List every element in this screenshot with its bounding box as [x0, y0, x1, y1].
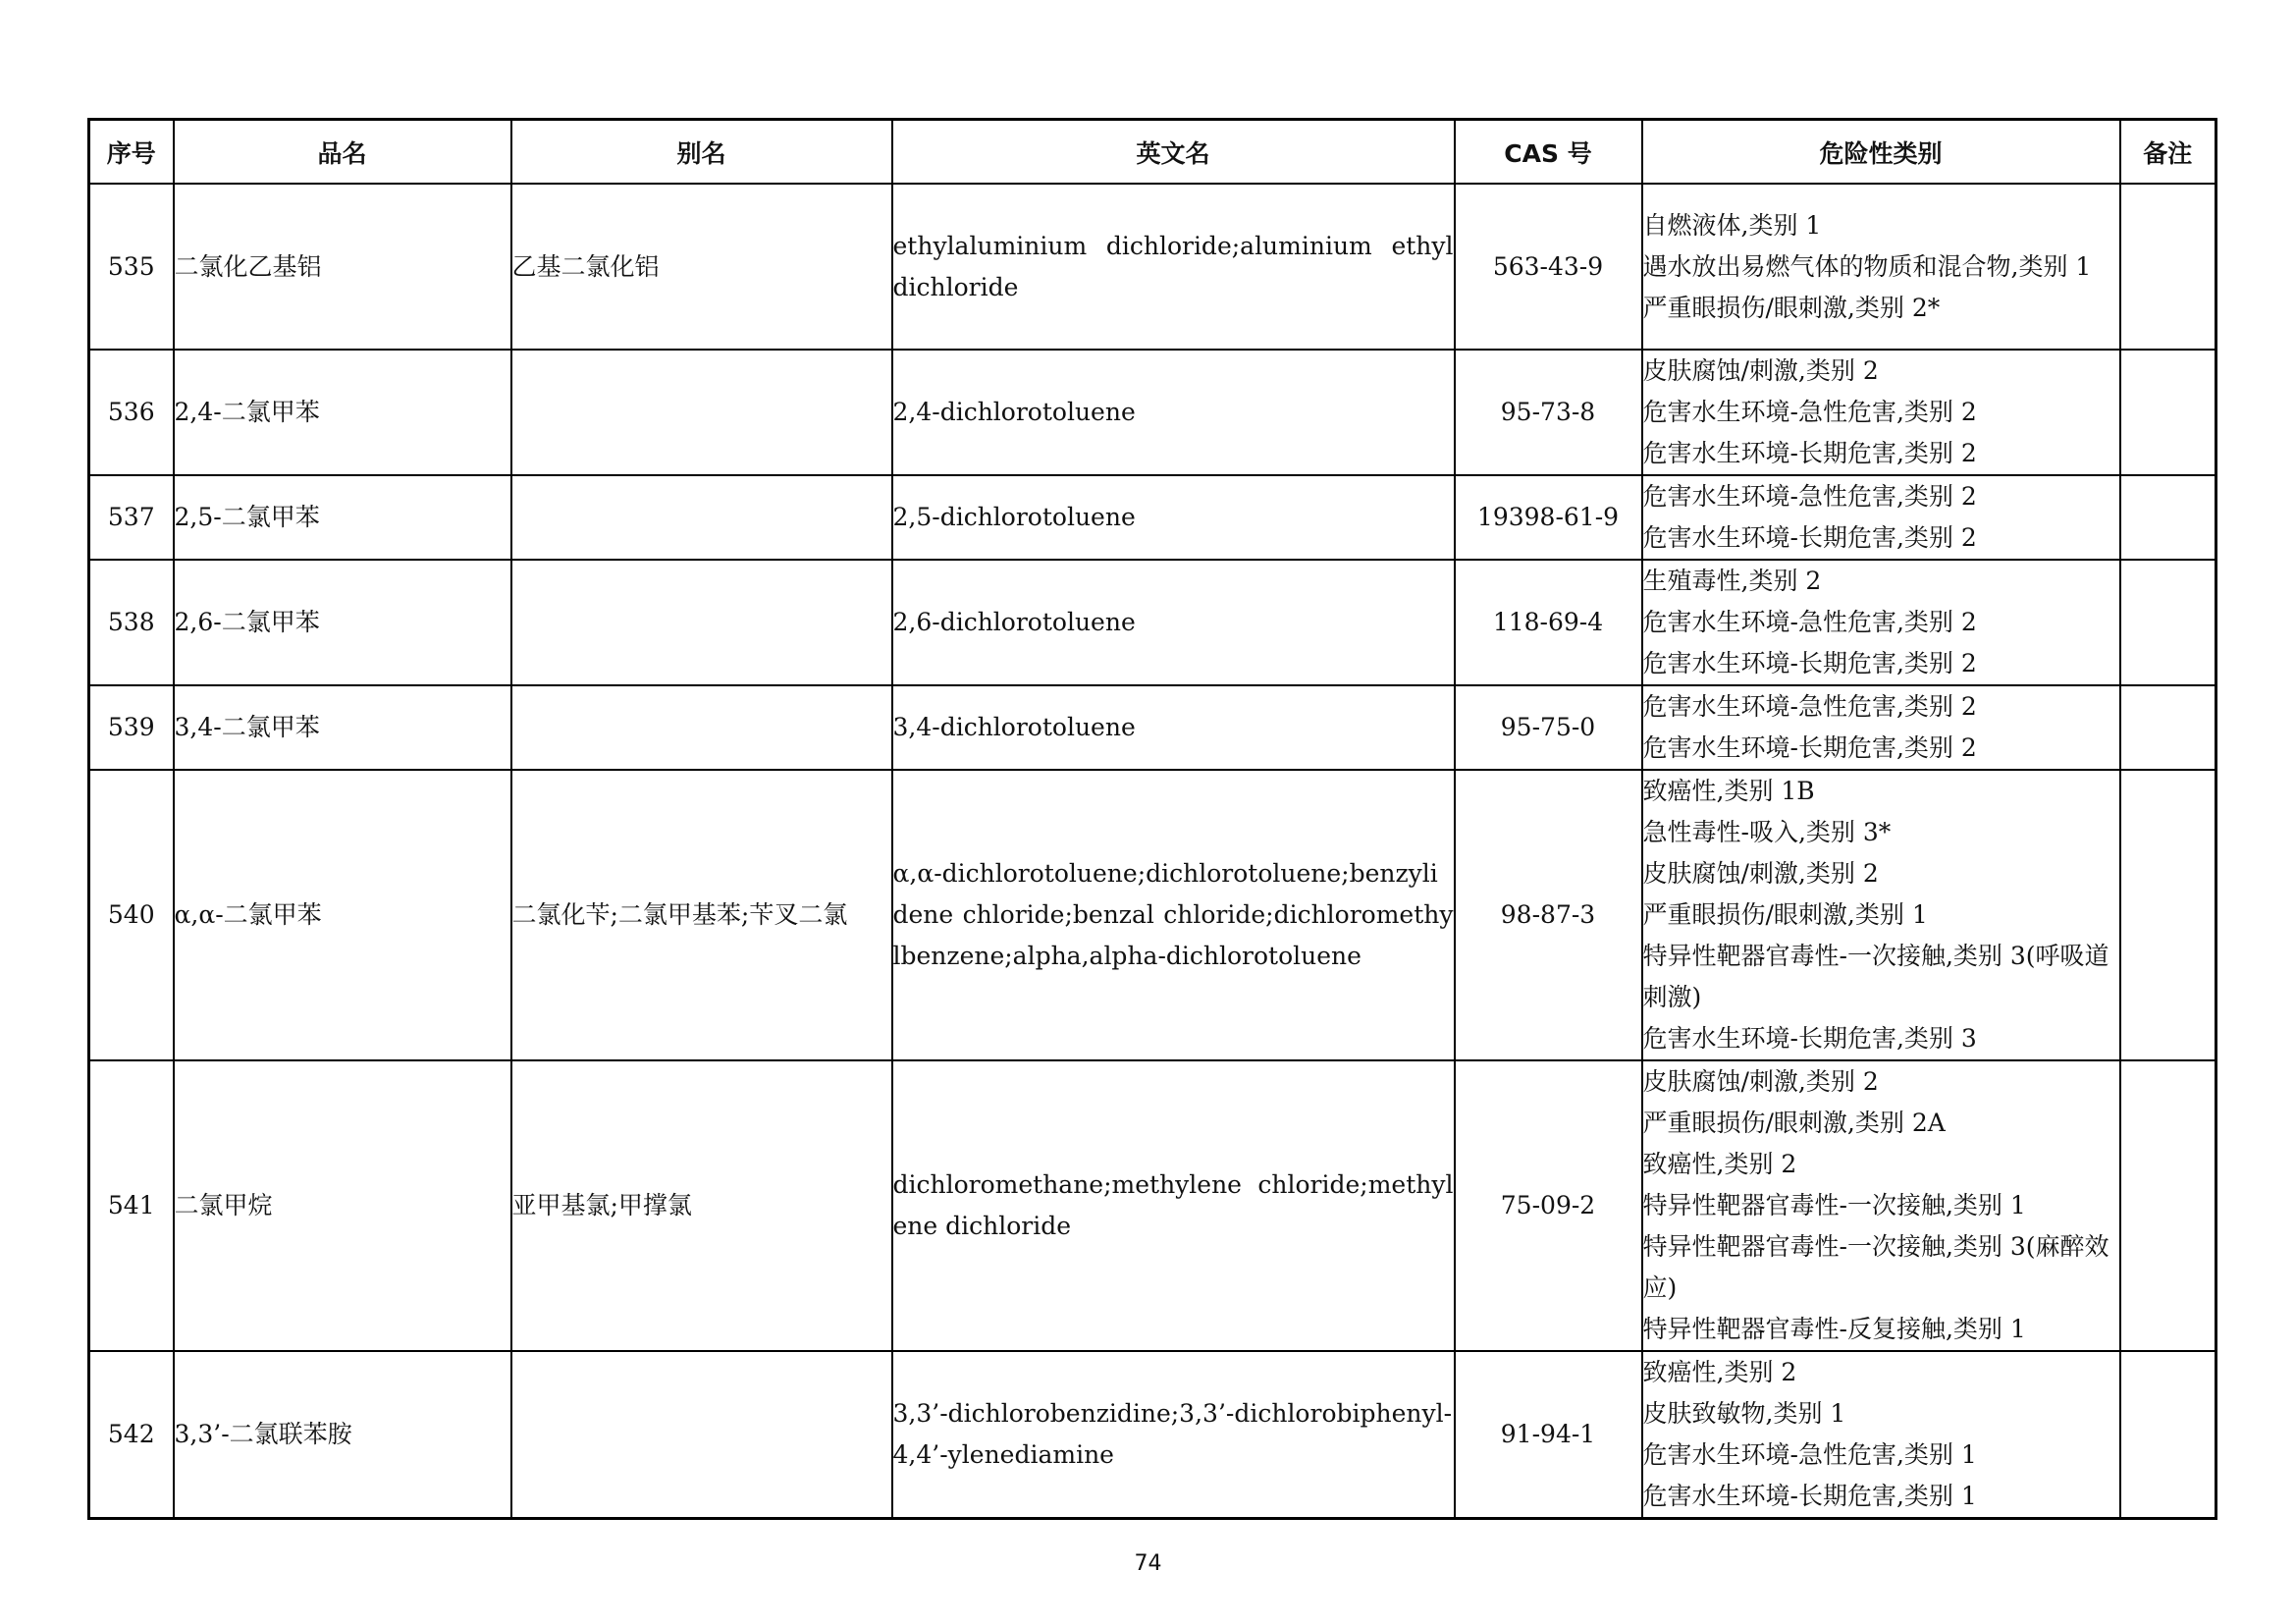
- hazard-line: 严重眼损伤/眼刺激,类别 2*: [1642, 293, 1941, 322]
- page-number: 74: [1134, 1551, 1162, 1576]
- hazard-line: 危害水生环境-急性危害,类别 2: [1642, 398, 1977, 426]
- cell-cas: 95-73-8: [1455, 350, 1642, 475]
- hazard-line: 危害水生环境-长期危害,类别 3: [1642, 1024, 1977, 1053]
- hazard-line: 危害水生环境-长期危害,类别 2: [1642, 439, 1977, 467]
- header-seq: 序号: [89, 120, 174, 185]
- cell-seq: 537: [89, 475, 174, 560]
- cell-name: α,α-二氯甲苯: [174, 770, 511, 1060]
- hazard-line: 特异性靶器官毒性-一次接触,类别 3(麻醉效应): [1642, 1232, 2109, 1302]
- cell-english-name: dichloromethane;methylene chloride;methylene dichloride: [892, 1060, 1455, 1351]
- chemical-table: [87, 118, 2217, 1520]
- hazard-line: 严重眼损伤/眼刺激,类别 1: [1642, 900, 1928, 929]
- table-row: [89, 685, 2216, 770]
- hazard-line: 自燃液体,类别 1: [1642, 210, 1822, 240]
- header-english-name: 英文名: [892, 120, 1455, 185]
- cell-cas: 118-69-4: [1455, 560, 1642, 685]
- hazard-line: 特异性靶器官毒性-反复接触,类别 1: [1642, 1315, 2026, 1343]
- header-note: 备注: [2120, 120, 2216, 185]
- cell-note: [2120, 350, 2216, 475]
- cell-seq: 542: [89, 1351, 174, 1519]
- cell-hazard-class: [1642, 1060, 2120, 1351]
- cell-note: [2120, 770, 2216, 1060]
- cell-note: [2120, 1351, 2216, 1519]
- cell-name: 2,4-二氯甲苯: [174, 350, 511, 475]
- cell-cas: 98-87-3: [1455, 770, 1642, 1060]
- cell-english-name: α,α-dichlorotoluene;dichlorotoluene;benzylidene chloride;benzal chloride;dichloromethylbenzene;alpha,alpha-dichlorotoluene: [892, 770, 1455, 1060]
- cell-seq: 540: [89, 770, 174, 1060]
- cell-note: [2120, 560, 2216, 685]
- cell-alias: [511, 560, 892, 685]
- cell-hazard-class: [1642, 184, 2120, 350]
- table-row: [89, 1060, 2216, 1351]
- hazard-line: 特异性靶器官毒性-一次接触,类别 3(呼吸道刺激): [1642, 942, 2109, 1011]
- cell-hazard-class: [1642, 350, 2120, 475]
- cell-alias: [511, 685, 892, 770]
- cell-note: [2120, 475, 2216, 560]
- hazard-line: 危害水生环境-急性危害,类别 1: [1642, 1440, 1977, 1469]
- cell-note: [2120, 184, 2216, 350]
- table-row: [89, 350, 2216, 475]
- hazard-line: 危害水生环境-长期危害,类别 1: [1642, 1482, 1977, 1510]
- cell-cas: 95-75-0: [1455, 685, 1642, 770]
- hazard-line: 致癌性,类别 1B: [1642, 777, 1815, 805]
- cell-alias: [511, 350, 892, 475]
- cell-english-name: 2,4-dichlorotoluene: [892, 350, 1455, 475]
- table-row: [89, 560, 2216, 685]
- cell-hazard-class: [1642, 1351, 2120, 1519]
- hazard-line: 严重眼损伤/眼刺激,类别 2A: [1642, 1109, 1946, 1137]
- header-name: 品名: [174, 120, 511, 185]
- cell-name: 3,3’-二氯联苯胺: [174, 1351, 511, 1519]
- hazard-line: 危害水生环境-长期危害,类别 2: [1642, 523, 1977, 552]
- cell-hazard-class: [1642, 560, 2120, 685]
- hazard-line: 危害水生环境-急性危害,类别 2: [1642, 482, 1977, 511]
- cell-note: [2120, 685, 2216, 770]
- hazard-line: 危害水生环境-长期危害,类别 2: [1642, 733, 1977, 762]
- hazard-line: 特异性靶器官毒性-一次接触,类别 1: [1642, 1191, 2026, 1219]
- cell-cas: 563-43-9: [1455, 184, 1642, 350]
- cell-alias: [511, 475, 892, 560]
- hazard-line: 皮肤腐蚀/刺激,类别 2: [1642, 859, 1879, 888]
- hazard-line: 致癌性,类别 2: [1642, 1150, 1797, 1178]
- cell-english-name: 2,6-dichlorotoluene: [892, 560, 1455, 685]
- cell-name: 2,6-二氯甲苯: [174, 560, 511, 685]
- cell-seq: 535: [89, 184, 174, 350]
- hazard-line: 危害水生环境-急性危害,类别 2: [1642, 608, 1977, 636]
- hazard-line: 遇水放出易燃气体的物质和混合物,类别 1: [1642, 251, 2092, 281]
- cell-seq: 536: [89, 350, 174, 475]
- table-row: [89, 770, 2216, 1060]
- header-row: [89, 120, 2216, 185]
- hazard-line: 生殖毒性,类别 2: [1642, 567, 1822, 595]
- cell-hazard-class: [1642, 770, 2120, 1060]
- cell-name: 二氯化乙基铝: [174, 184, 511, 350]
- cell-hazard-class: [1642, 475, 2120, 560]
- cell-cas: 91-94-1: [1455, 1351, 1642, 1519]
- hazard-line: 皮肤致敏物,类别 1: [1642, 1399, 1846, 1428]
- table-row: [89, 184, 2216, 350]
- cell-alias: 亚甲基氯;甲撑氯: [511, 1060, 892, 1351]
- cell-alias: 乙基二氯化铝: [511, 184, 892, 350]
- hazard-line: 皮肤腐蚀/刺激,类别 2: [1642, 1067, 1879, 1096]
- cell-name: 3,4-二氯甲苯: [174, 685, 511, 770]
- cell-alias: [511, 1351, 892, 1519]
- cell-cas: 19398-61-9: [1455, 475, 1642, 560]
- hazard-line: 急性毒性-吸入,类别 3*: [1642, 818, 1892, 846]
- hazard-line: 致癌性,类别 2: [1642, 1358, 1797, 1386]
- hazard-line: 皮肤腐蚀/刺激,类别 2: [1642, 356, 1879, 385]
- table-body: [89, 184, 2216, 1519]
- cell-english-name: 3,4-dichlorotoluene: [892, 685, 1455, 770]
- cell-note: [2120, 1060, 2216, 1351]
- header-hazard-class: 危险性类别: [1642, 120, 2120, 185]
- cell-alias: 二氯化苄;二氯甲基苯;苄叉二氯: [511, 770, 892, 1060]
- cell-cas: 75-09-2: [1455, 1060, 1642, 1351]
- cell-english-name: 2,5-dichlorotoluene: [892, 475, 1455, 560]
- cell-seq: 539: [89, 685, 174, 770]
- hazard-line: 危害水生环境-长期危害,类别 2: [1642, 649, 1977, 677]
- cell-seq: 538: [89, 560, 174, 685]
- table-row: [89, 475, 2216, 560]
- header-alias: 别名: [511, 120, 892, 185]
- cell-seq: 541: [89, 1060, 174, 1351]
- cell-name: 2,5-二氯甲苯: [174, 475, 511, 560]
- hazard-line: 危害水生环境-急性危害,类别 2: [1642, 692, 1977, 721]
- cell-english-name: ethylaluminium dichloride;aluminium ethyl dichloride: [892, 184, 1455, 350]
- header-cas: CAS 号: [1455, 120, 1642, 185]
- cell-english-name: 3,3’-dichlorobenzidine;3,3’-dichlorobiphenyl-4,4’-ylenediamine: [892, 1351, 1455, 1519]
- table-row: [89, 1351, 2216, 1519]
- cell-name: 二氯甲烷: [174, 1060, 511, 1351]
- cell-hazard-class: [1642, 685, 2120, 770]
